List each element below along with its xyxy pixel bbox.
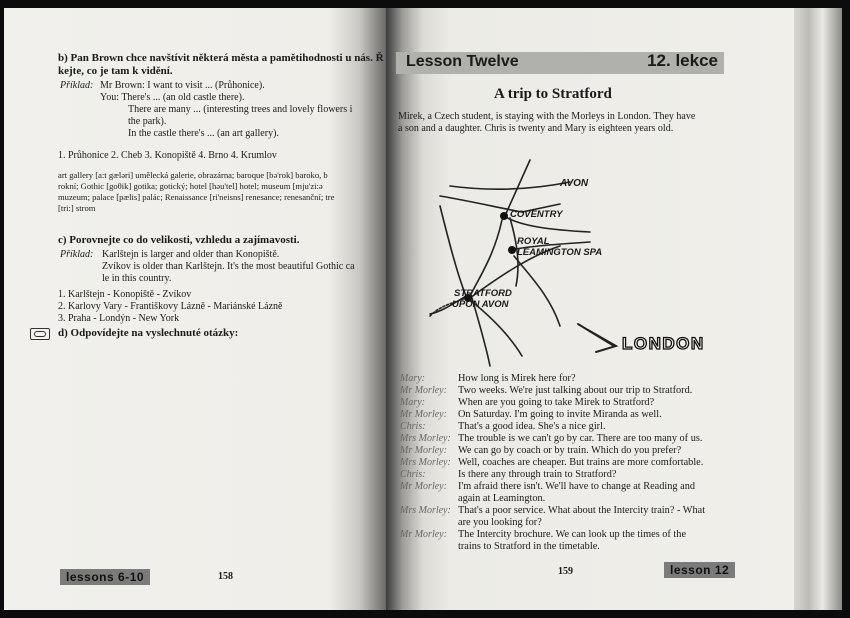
leamington-marker xyxy=(508,246,516,254)
b-example-line: You: There's ... (an old castle there). xyxy=(100,92,245,103)
intro-line: a son and a daughter. Chris is twenty and Mary is eighteen years old. xyxy=(398,123,674,134)
b-example-label: Příklad: xyxy=(60,80,94,91)
map-label-upon-avon: UPON AVON xyxy=(452,299,509,310)
c-example-label: Příklad: xyxy=(60,249,94,260)
lesson-name: Lesson Twelve xyxy=(406,53,519,70)
speaker: Mary: xyxy=(400,373,425,384)
exercise-b-heading-line2: kejte, co je tam k vidění. xyxy=(58,65,173,77)
speaker: Mr Morley: xyxy=(400,385,447,396)
c-example-line: Karlštejn is larger and older than Konopiště. xyxy=(102,249,280,260)
exercise-c-heading: c) Porovnejte co do velikosti, vzhledu a zajímavosti. xyxy=(58,234,300,246)
speaker: Mrs Morley: xyxy=(400,505,451,516)
map-label-coventry: COVENTRY xyxy=(510,209,563,220)
dialogue-line: Two weeks. We're just talking about our trip to Stratford. xyxy=(458,385,693,396)
dialogue-line: again at Leamington. xyxy=(458,493,546,504)
map-road xyxy=(450,182,570,189)
speaker: Mary: xyxy=(400,397,425,408)
dialogue-line: We can go by coach or by train. Which do you prefer? xyxy=(458,445,682,456)
speaker: Mr Morley: xyxy=(400,481,447,492)
book-page-edges xyxy=(794,8,842,610)
dialogue-line: are you looking for? xyxy=(458,517,542,528)
map-label-stratford: STRATFORD xyxy=(454,288,512,299)
dialogue-line: That's a poor service. What about the Intercity train? - What xyxy=(458,505,706,516)
c-item: 2. Karlovy Vary - Františkovy Lázně - Mariánské Lázně xyxy=(58,301,283,312)
dialogue-line: The Intercity brochure. We can look up the times of the xyxy=(458,529,687,540)
map-label-london: LONDON xyxy=(622,334,705,353)
speaker: Chris: xyxy=(400,469,426,480)
speaker: Mrs Morley: xyxy=(400,433,451,444)
map-label-leamington: LEAMINGTON SPA xyxy=(517,247,603,258)
footer-lessons-badge: lessons 6-10 xyxy=(60,569,150,585)
intro-line: Mirek, a Czech student, is staying with the Morleys in London. They have xyxy=(398,111,696,122)
c-item: 1. Karlštejn - Konopiště - Zvíkov xyxy=(58,289,192,300)
dialogue-line: On Saturday. I'm going to invite Miranda as well. xyxy=(458,409,662,420)
page-number-left: 158 xyxy=(218,571,233,582)
glossary-line: rokní; Gothic [goθik] gotika; gotický; hotel [həu'tel] hotel; museum [mju'zi:ə xyxy=(58,181,323,191)
map-road xyxy=(440,206,466,296)
b-item-list: 1. Průhonice 2. Cheb 3. Konopiště 4. Brno 4. Krumlov xyxy=(58,150,277,161)
dialogue-line: Well, coaches are cheaper. But trains are more comfortable. xyxy=(458,457,704,468)
b-example-line: There are many ... (interesting trees and lovely flowers i xyxy=(128,104,353,115)
map-road xyxy=(514,256,560,326)
dialogue-line: The trouble is we can't go by car. There are too many of us. xyxy=(458,433,703,444)
map-label-avon: AVON xyxy=(560,178,589,189)
c-item: 3. Praha - Londýn - New York xyxy=(58,313,180,324)
speaker: Mr Morley: xyxy=(400,529,447,540)
exercise-d-heading: d) Odpovídejte na vyslechnuté otázky: xyxy=(58,327,239,339)
lesson-number: 12. lekce xyxy=(647,51,718,70)
dialogue-line: I'm afraid there isn't. We'll have to change at Reading and xyxy=(458,481,695,492)
page-number-right: 159 xyxy=(558,566,573,577)
dialogue-line: trains to Stratford in the timetable. xyxy=(458,541,600,552)
map-label-royal: ROYAL xyxy=(517,236,550,247)
c-example-line: le in this country. xyxy=(102,273,172,284)
speaker: Chris: xyxy=(400,421,426,432)
coventry-marker xyxy=(500,212,508,220)
glossary-line: [tri:] strom xyxy=(58,203,96,213)
lesson-header-bar xyxy=(396,52,724,74)
dialogue-line: How long is Mirek here for? xyxy=(458,373,576,384)
map-road xyxy=(470,220,502,296)
page-title: A trip to Stratford xyxy=(494,86,612,102)
speaker: Mr Morley: xyxy=(400,445,447,456)
exercise-b-heading: b) Pan Brown chce navštívit některá města a pamětihodnosti u nás. Ř xyxy=(58,52,384,64)
left-page xyxy=(4,8,386,610)
speaker: Mr Morley: xyxy=(400,409,447,420)
footer-lesson-badge: lesson 12 xyxy=(664,562,735,578)
right-page xyxy=(386,8,794,610)
b-example-line: the park). xyxy=(128,116,167,127)
cassette-icon xyxy=(30,328,50,340)
glossary-line: muzeum; palace [pælis] palác; Renaissance [ri'neisns] renesance; renesanční; tre xyxy=(58,192,335,202)
b-example-line: Mr Brown: I want to visit ... (Průhonice). xyxy=(100,80,265,91)
c-example-line: Zvíkov is older than Karlštejn. It's the most beautiful Gothic ca xyxy=(102,261,355,272)
glossary-line: art gallery [a:t gæləri] umělecká galerie, obrazárna; baroque [bə'rok] baroko, b xyxy=(58,170,328,180)
dialogue-line: When are you going to take Mirek to Stratford? xyxy=(458,397,655,408)
b-example-line: In the castle there's ... (an art gallery). xyxy=(128,128,279,139)
map-arrow-head xyxy=(588,330,616,352)
speaker: Mrs Morley: xyxy=(400,457,451,468)
dialogue-line: That's a good idea. She's a nice girl. xyxy=(458,421,606,432)
dialogue-line: Is there any through train to Stratford? xyxy=(458,469,617,480)
